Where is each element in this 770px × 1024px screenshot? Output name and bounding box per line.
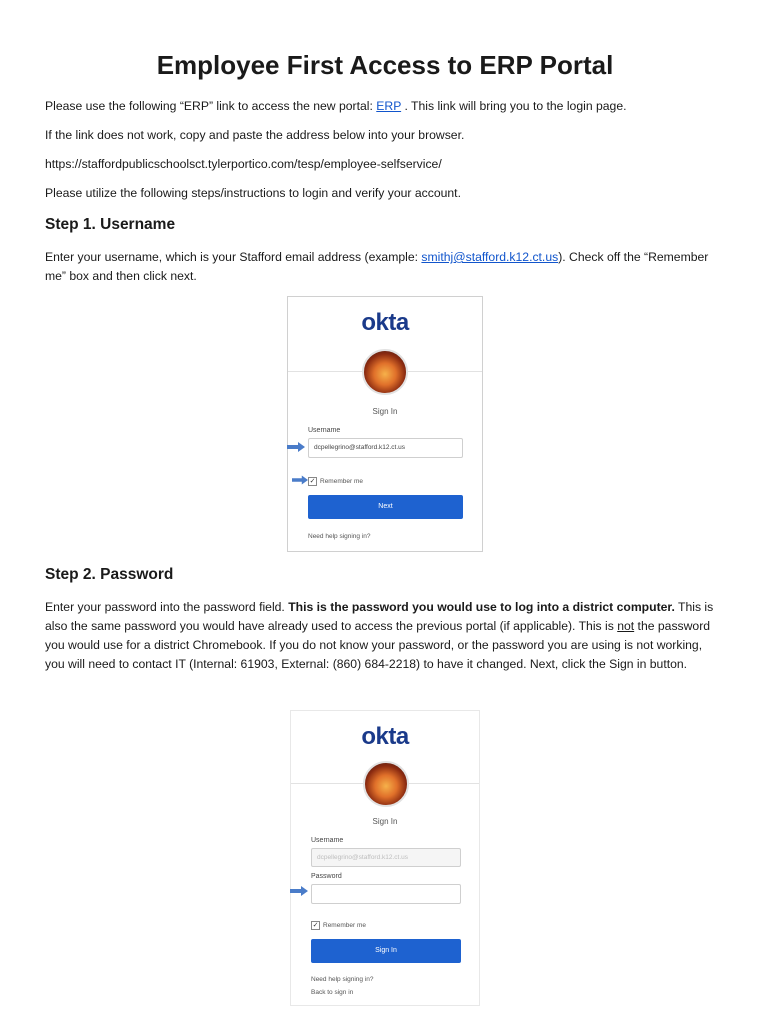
- step2-heading: Step 2. Password: [45, 566, 174, 583]
- username-label: Username: [308, 427, 341, 434]
- step1-paragraph: [45, 248, 721, 286]
- help-link[interactable]: Need help signing in?: [308, 533, 371, 540]
- step2-text-1: Enter your password into the password field.: [45, 600, 289, 614]
- example-email-link[interactable]: smithj@stafford.k12.ct.us: [421, 250, 559, 264]
- remember-me-row[interactable]: [308, 477, 363, 486]
- arrow-right-icon: [290, 886, 308, 896]
- intro-paragraph-2: If the link does not work, copy and paste the address below into your browser.: [45, 128, 465, 142]
- okta-logo: okta: [361, 723, 409, 750]
- remember-me-checkbox[interactable]: ✓: [312, 922, 319, 929]
- step2-text-2: This is also the same password you would have already used to access the previous portal (if applicable). This is: [45, 600, 714, 633]
- okta-username-screenshot: [287, 296, 483, 552]
- username-input[interactable]: dcpellegrino@stafford.k12.ct.us: [308, 438, 463, 458]
- arrow-right-icon: [292, 475, 308, 485]
- password-input[interactable]: [311, 884, 461, 904]
- remember-me-row[interactable]: [311, 921, 366, 930]
- page-title: Employee First Access to ERP Portal: [156, 50, 614, 80]
- sign-in-button[interactable]: Sign In: [311, 939, 461, 963]
- next-button[interactable]: Next: [308, 495, 463, 519]
- username-input: dcpellegrino@stafford.k12.ct.us: [311, 848, 461, 867]
- okta-password-screenshot: [290, 710, 480, 1006]
- step2-text-3: the password you would use for a district Chromebook. If you do not know your password, or the password you are using is not working, you will need to contact IT (Internal: 61903, External: (860) 684-2218) to have it changed. Next, click the Sign in button.: [45, 619, 711, 671]
- intro-text: Please use the following “ERP” link to access the new portal:: [45, 99, 377, 113]
- help-link[interactable]: Need help signing in?: [311, 976, 374, 983]
- back-to-sign-in-link[interactable]: Back to sign in: [311, 989, 354, 996]
- step2-bold-text: This is the password you would use to log into a district computer.: [288, 600, 675, 614]
- arrow-right-icon: [287, 442, 305, 452]
- step2-underline-text: not: [617, 619, 635, 633]
- username-label: Username: [311, 837, 344, 844]
- avatar: [362, 349, 408, 395]
- intro-paragraph-4: Please utilize the following steps/instructions to login and verify your account.: [45, 186, 461, 200]
- step1-text-after: ). Check off the “Remember me” box and then click next.: [45, 250, 709, 283]
- sign-in-title: Sign In: [372, 407, 398, 416]
- step2-paragraph: [45, 598, 721, 674]
- erp-link[interactable]: ERP: [376, 99, 402, 113]
- step1-text: Enter your username, which is your Stafford email address (example:: [45, 250, 422, 264]
- sign-in-title: Sign In: [372, 817, 398, 826]
- okta-logo: okta: [361, 309, 409, 336]
- remember-me-label: Remember me: [323, 922, 366, 930]
- remember-me-label: Remember me: [320, 478, 363, 486]
- intro-paragraph-1: [45, 97, 721, 116]
- avatar: [363, 761, 409, 807]
- remember-me-checkbox[interactable]: ✓: [309, 478, 316, 485]
- portal-url: https://staffordpublicschoolsct.tylerportico.com/tesp/employee-selfservice/: [45, 157, 442, 171]
- step1-heading: Step 1. Username: [45, 216, 176, 233]
- password-label: Password: [311, 873, 342, 880]
- intro-text-after: . This link will bring you to the login page.: [401, 99, 627, 113]
